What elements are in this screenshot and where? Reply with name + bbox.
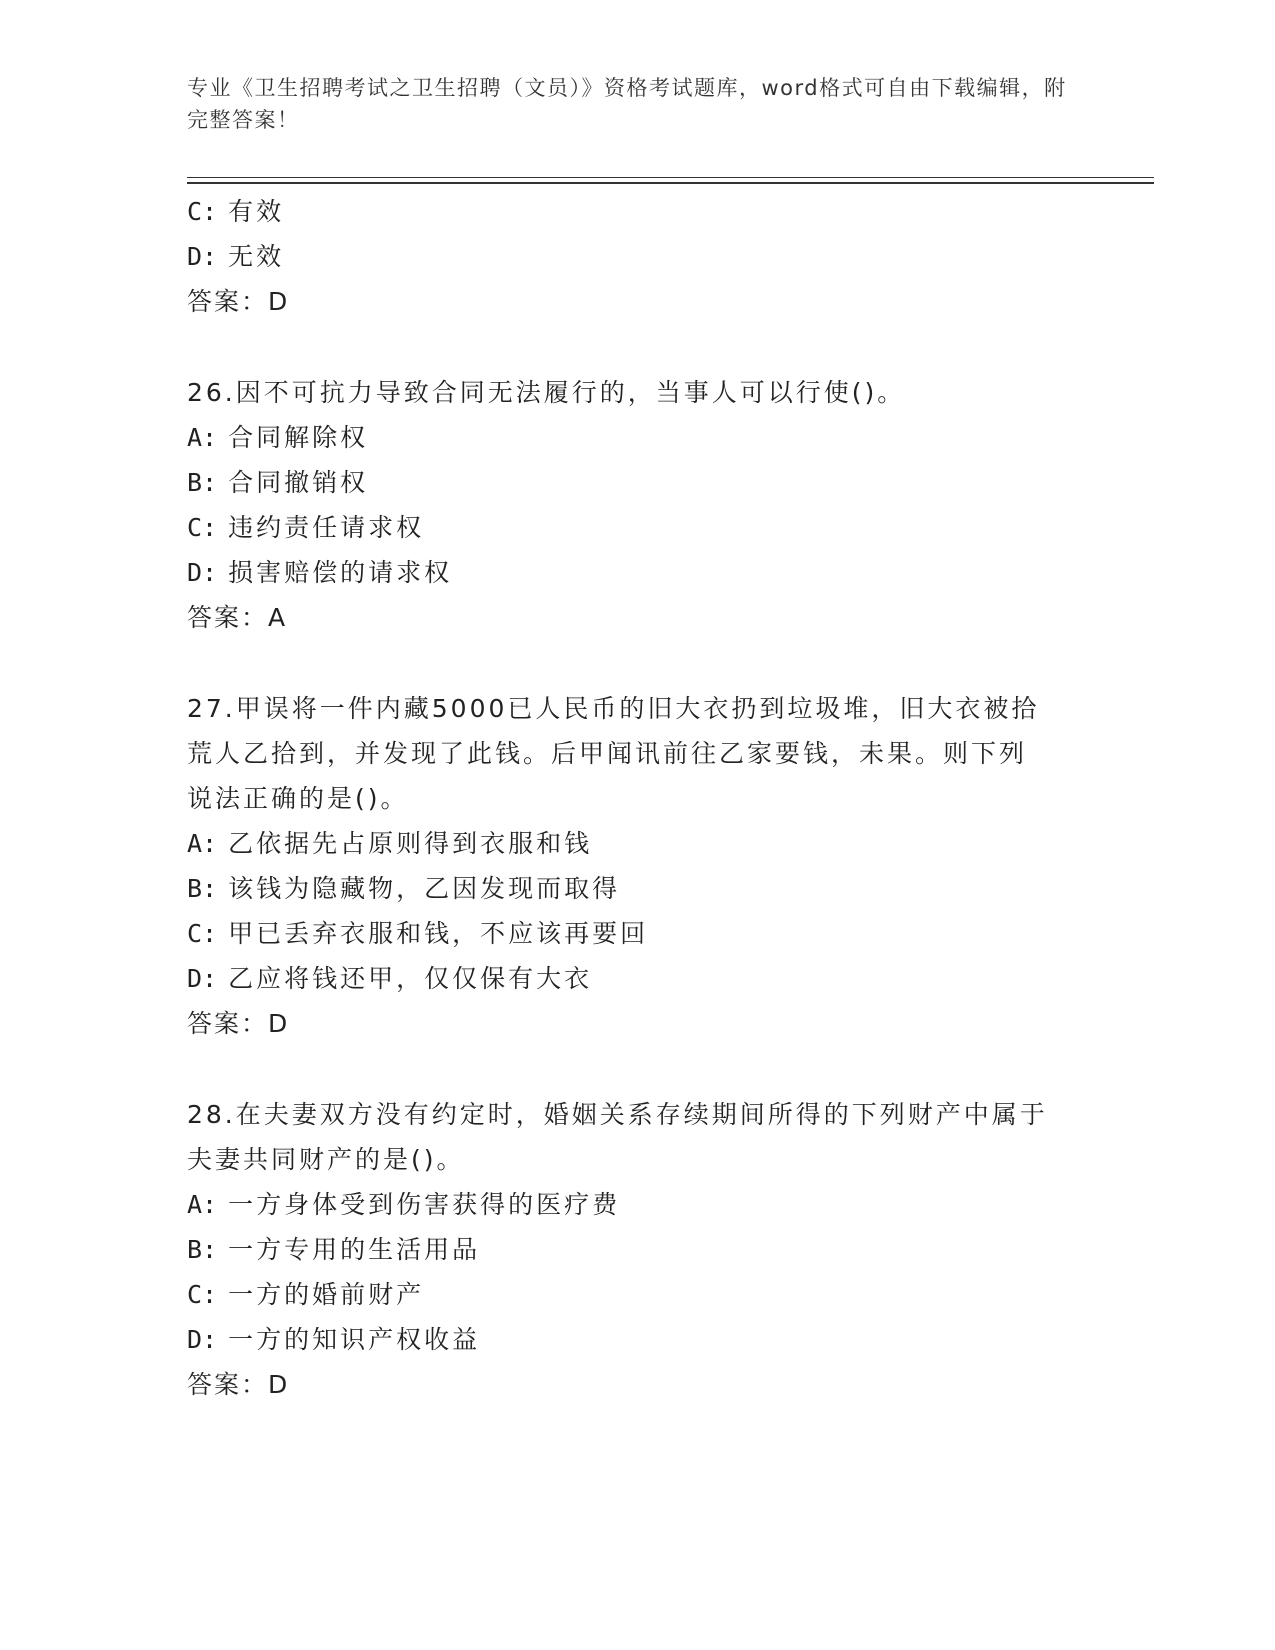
question-stem-line: 28.在夫妻双方没有约定时，婚姻关系存续期间所得的下列财产中属于: [187, 1100, 1048, 1129]
option-a: A: 合同解除权: [187, 423, 369, 452]
answer: 答案：A: [187, 603, 288, 632]
question-continued: [187, 189, 1087, 324]
header-divider: [187, 177, 1154, 178]
question-27: [187, 686, 1087, 1046]
option-c: C: 有效: [187, 197, 285, 226]
answer: 答案：D: [187, 287, 290, 316]
answer: 答案：D: [187, 1009, 290, 1038]
option-c: C: 甲已丢弃衣服和钱，不应该再要回: [187, 919, 649, 948]
option-b: B: 合同撤销权: [187, 468, 369, 497]
option-b: B: 一方专用的生活用品: [187, 1235, 481, 1264]
question-28: [187, 1092, 1087, 1407]
question-stem-line: 荒人乙拾到，并发现了此钱。后甲闻讯前往乙家要钱，未果。则下列: [187, 739, 1028, 768]
option-b: B: 该钱为隐藏物，乙因发现而取得: [187, 874, 621, 903]
option-c: C: 一方的婚前财产: [187, 1280, 425, 1309]
option-a: A: 一方身体受到伤害获得的医疗费: [187, 1190, 621, 1219]
option-d: D: 一方的知识产权收益: [187, 1325, 481, 1354]
option-a: A: 乙依据先占原则得到衣服和钱: [187, 829, 593, 858]
question-list: [187, 189, 1087, 1407]
question-stem-line: 27.甲误将一件内藏5000已人民币的旧大衣扔到垃圾堆，旧大衣被拾: [187, 694, 1040, 723]
option-d: D: 损害赔偿的请求权: [187, 558, 453, 587]
option-d: D: 乙应将钱还甲，仅仅保有大衣: [187, 964, 593, 993]
answer: 答案：D: [187, 1370, 290, 1399]
option-c: C: 违约责任请求权: [187, 513, 425, 542]
header-divider-thick: [187, 182, 1154, 184]
question-26: [187, 370, 1087, 640]
question-stem: 26.因不可抗力导致合同无法履行的，当事人可以行使()。: [187, 378, 906, 407]
option-d: D: 无效: [187, 242, 285, 271]
question-stem-line: 说法正确的是()。: [187, 784, 409, 813]
document-header: 专业《卫生招聘考试之卫生招聘（文员）》资格考试题库，word格式可自由下载编辑，附完整答案！: [187, 76, 1067, 132]
question-stem-line: 夫妻共同财产的是()。: [187, 1145, 465, 1174]
